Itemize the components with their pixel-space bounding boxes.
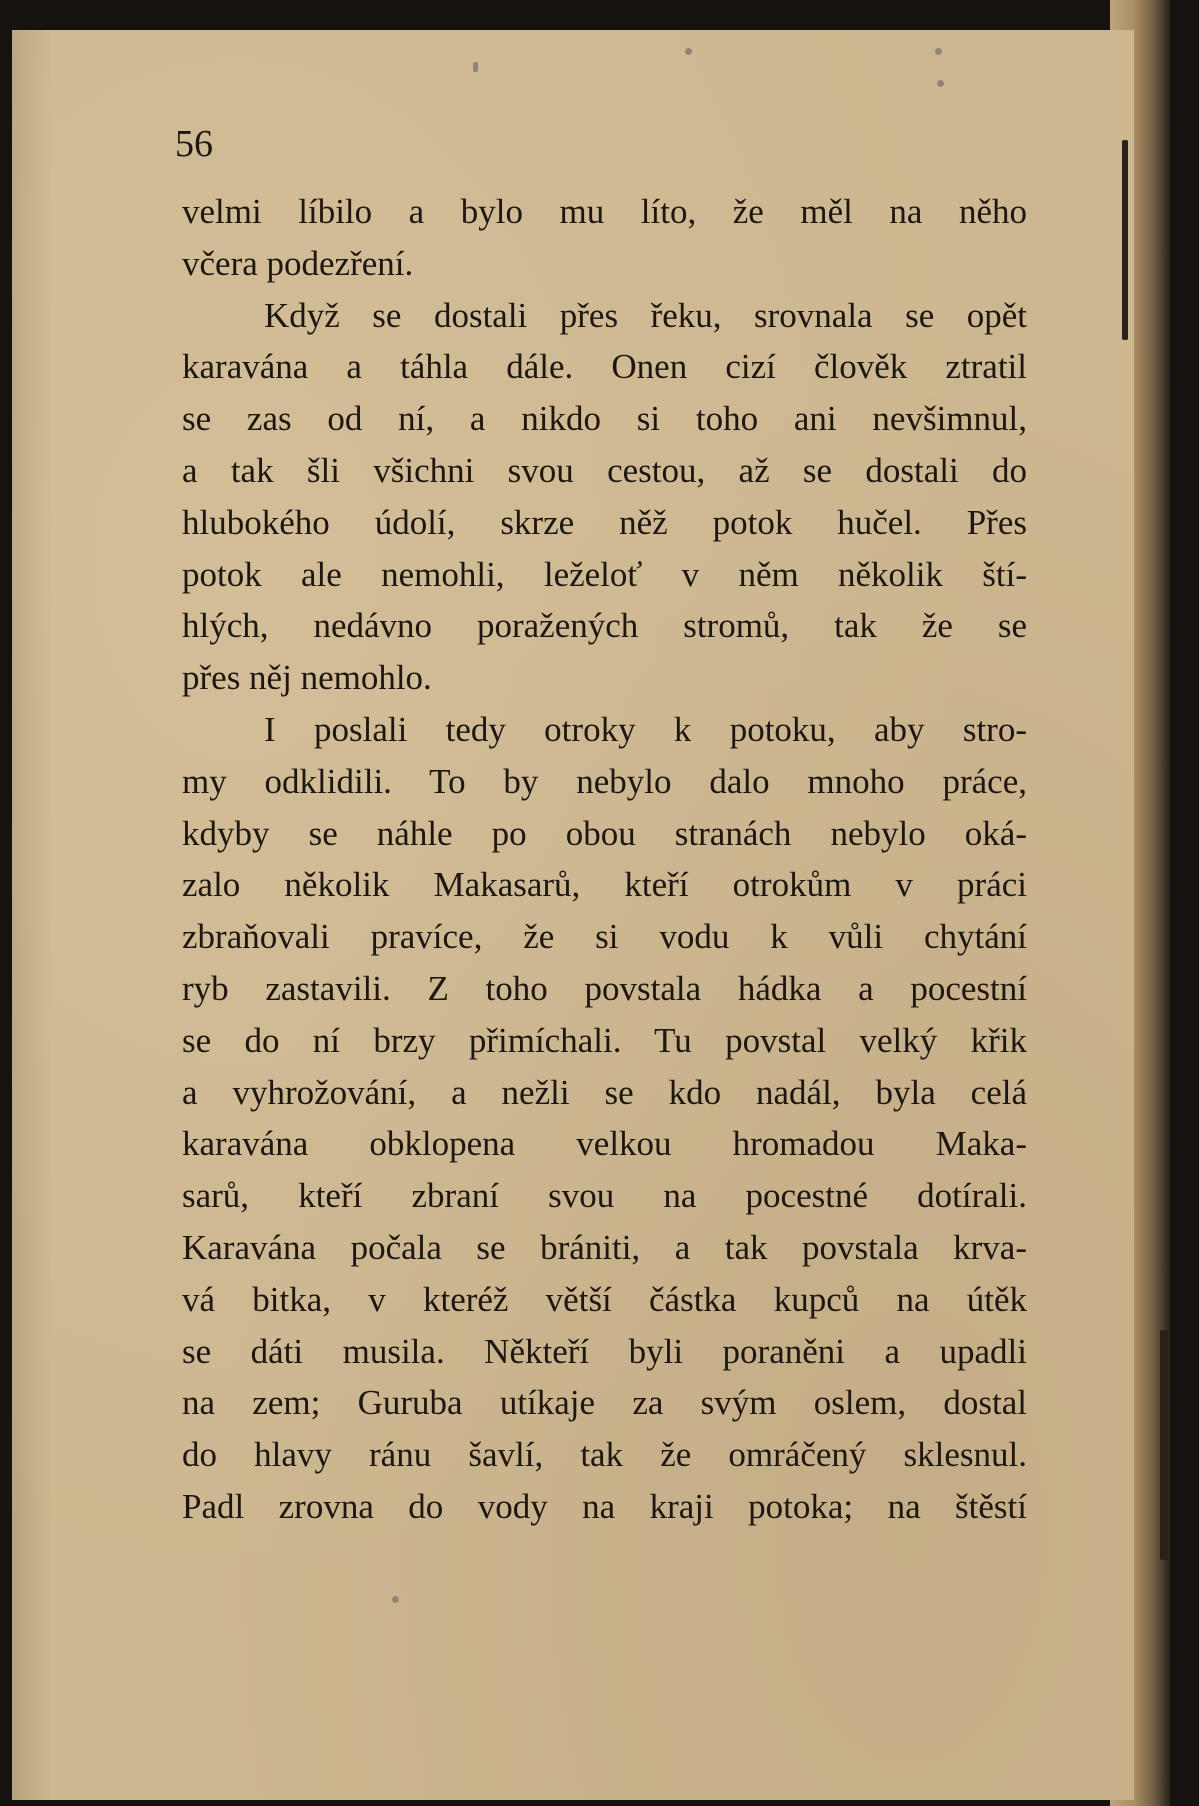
text-line: a tak šli všichni svou cestou, až se dostali do <box>182 450 1027 490</box>
text-line: Padl zrovna do vody na kraji potoka; na štěstí <box>182 1486 1027 1526</box>
text-line: ryb zastavili. Z toho povstala hádka a pocestní <box>182 968 1027 1008</box>
text-line: Když se dostali přes řeku, srovnala se opět <box>264 295 1027 335</box>
text-line: hlých, nedávno poražených stromů, tak že se <box>182 606 1027 646</box>
text-line: zbraňovali pravíce, že si vodu k vůli chytání <box>182 917 1027 957</box>
paper-speck <box>685 48 692 55</box>
gutter-mark-bottom <box>1160 1330 1168 1560</box>
text-line: karavána a táhla dále. Onen cizí člověk ztratil <box>182 347 1027 387</box>
text-line: zalo několik Makasarů, kteří otrokům v práci <box>182 865 1027 905</box>
paper-speck <box>935 48 942 55</box>
text-line: se zas od ní, a nikdo si toho ani nevšimnul, <box>182 399 1027 439</box>
text-line: do hlavy ránu šavlí, tak že omráčený sklesnul. <box>182 1435 1027 1475</box>
text-line: kdyby se náhle po obou stranách nebylo oká- <box>182 813 1027 853</box>
text-line: se do ní brzy přimíchali. Tu povstal velký křik <box>182 1020 1027 1060</box>
paper-speck <box>392 1596 399 1603</box>
text-line: my odklidili. To by nebylo dalo mnoho práce, <box>182 761 1027 801</box>
text-line: Karavána počala se brániti, a tak povstala krva- <box>182 1227 1027 1267</box>
text-line: hlubokého údolí, skrze něž potok hučel. Přes <box>182 502 1027 542</box>
text-line: potok ale nemohli, leželoť v něm několik ští- <box>182 554 1027 594</box>
text-line: přes něj nemohlo. <box>182 658 432 698</box>
body-text <box>182 186 1027 1533</box>
text-line: a vyhrožování, a nežli se kdo nadál, byla celá <box>182 1072 1027 1112</box>
text-line: vá bitka, v kteréž větší částka kupců na útěk <box>182 1279 1027 1319</box>
paper-speck <box>473 62 478 72</box>
text-line: včera podezření. <box>182 243 414 283</box>
gutter-mark-top <box>1122 140 1128 340</box>
page-number: 56 <box>175 123 213 165</box>
text-line: se dáti musila. Někteří byli poraněni a upadli <box>182 1331 1027 1371</box>
text-line: I poslali tedy otroky k potoku, aby stro- <box>264 709 1027 749</box>
text-line: velmi líbilo a bylo mu líto, že měl na něho <box>182 192 1027 231</box>
text-line: na zem; Guruba utíkaje za svým oslem, dostal <box>182 1383 1027 1423</box>
text-line: sarů, kteří zbraní svou na pocestné dotírali. <box>182 1176 1027 1216</box>
paper-speck <box>937 80 944 87</box>
text-line: karavána obklopena velkou hromadou Maka- <box>182 1124 1027 1164</box>
